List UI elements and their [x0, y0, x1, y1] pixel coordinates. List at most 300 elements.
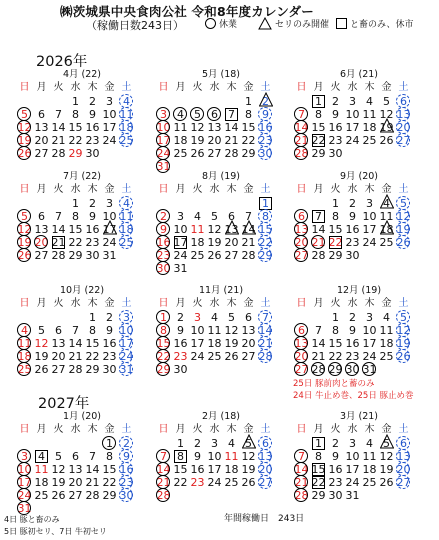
calendar-day: 21 [258, 337, 273, 350]
calendar-day: 22 [328, 350, 343, 363]
calendar-day: 11 [362, 108, 377, 121]
calendar-day: 27 [34, 249, 49, 262]
calendar-day: 18 [119, 223, 134, 236]
calendar-day: 15 [258, 223, 273, 236]
calendar-day: 27 [34, 147, 49, 160]
empty-day [33, 437, 50, 450]
calendar-day: 15 [328, 223, 343, 236]
calendar-day: 6 [38, 108, 45, 121]
calendar-day: 19 [378, 121, 395, 134]
calendar-day: 10 [345, 450, 360, 463]
calendar-day: 20 [207, 134, 222, 147]
weekday-header: 月 [36, 298, 47, 309]
calendar-day: 29 [85, 363, 100, 376]
calendar-day: 1 [310, 437, 327, 450]
weekday-header: 日 [19, 298, 30, 309]
calendar-day: 12 [17, 121, 32, 134]
calendar-day: 18 [379, 337, 394, 350]
legend-auction-only-label: セリのみ開催 [275, 20, 330, 30]
calendar-day: 20 [396, 463, 411, 476]
weekday-header: 土 [260, 82, 271, 93]
calendar-day: 3 [177, 210, 184, 223]
weekday-header: 金 [243, 298, 254, 309]
calendar-day: 7 [55, 210, 62, 223]
calendar-day: 7 [245, 210, 252, 223]
calendar-day: 15 [68, 223, 83, 236]
month-title: 12月 (19) [336, 285, 382, 296]
triangle-icon [259, 92, 273, 107]
weekday-header: 月 [313, 184, 324, 195]
calendar-day: 13 [294, 223, 309, 236]
weekday-header: 土 [260, 184, 271, 195]
weekday-header: 火 [192, 82, 203, 93]
weekday-header: 火 [192, 424, 203, 435]
calendar-day: 19 [51, 476, 66, 489]
calendar-day: 26 [190, 147, 205, 160]
weekday-header: 水 [70, 298, 81, 309]
calendar-day: 19 [224, 337, 239, 350]
weekday-header: 火 [330, 184, 341, 195]
triangle-icon [242, 220, 256, 235]
empty-day [50, 197, 67, 210]
calendar-day: 24 [119, 350, 134, 363]
weekday-header: 水 [347, 298, 358, 309]
calendar-day: 16 [85, 121, 100, 134]
calendar-day: 31 [362, 363, 377, 376]
empty-day [310, 197, 327, 210]
calendar-day: 22 [102, 476, 117, 489]
calendar-day: 14 [51, 121, 66, 134]
month-day-grid [16, 297, 156, 376]
calendar-day: 10 [119, 324, 134, 337]
calendar-day: 16 [345, 337, 360, 350]
calendar-day: 21 [51, 236, 66, 249]
calendar-day: 11 [190, 223, 205, 236]
month-calendar [16, 284, 156, 376]
weekday-header: 土 [260, 298, 271, 309]
calendar-day: 31 [173, 262, 188, 275]
weekday-header: 金 [104, 298, 115, 309]
calendar-day: 15 [311, 121, 326, 134]
calendar-day: 4 [118, 197, 135, 210]
weekday-header: 日 [19, 424, 30, 435]
calendar-day: 12 [224, 324, 239, 337]
calendar-day: 27 [396, 476, 411, 489]
month-title: 2月 (18) [201, 411, 241, 422]
calendar-day: 28 [51, 147, 66, 160]
weekday-header: 水 [70, 184, 81, 195]
calendar-day: 2 [332, 95, 339, 108]
calendar-day: 21 [241, 236, 256, 249]
calendar-day: 18 [378, 223, 395, 236]
calendar-day: 20 [34, 134, 49, 147]
calendar-day: 19 [190, 134, 205, 147]
year-heading-2026: 2026年 [36, 54, 88, 70]
calendar-day: 3 [366, 197, 373, 210]
calendar-day: 6 [228, 210, 235, 223]
calendar-day: 22 [328, 236, 343, 249]
calendar-day: 16 [328, 121, 343, 134]
calendar-day: 27 [207, 147, 222, 160]
calendar-day: 29 [156, 363, 171, 376]
month-day-grid [293, 297, 433, 376]
calendar-day: 1 [101, 437, 118, 450]
month-title: 3月 (21) [339, 411, 379, 422]
calendar-day: 26 [51, 489, 66, 502]
calendar-day: 30 [85, 147, 100, 160]
calendar-day: 25 [224, 476, 239, 489]
calendar-day: 20 [294, 236, 309, 249]
calendar-day: 23 [85, 236, 100, 249]
month-day-grid [293, 423, 433, 502]
calendar-day: 16 [85, 223, 100, 236]
calendar-day: 10 [156, 121, 171, 134]
calendar-day: 12 [34, 337, 49, 350]
calendar-day: 24 [345, 134, 360, 147]
calendar-day: 7 [89, 450, 96, 463]
calendar-day: 11 [17, 337, 32, 350]
triangle-icon [225, 220, 239, 235]
calendar-day: 2 [349, 311, 356, 324]
calendar-day: 29 [68, 147, 83, 160]
calendar-day: 23 [345, 236, 360, 249]
calendar-day: 7 [310, 210, 327, 223]
calendar-day: 6 [245, 311, 252, 324]
calendar-day: 14 [68, 337, 83, 350]
calendar-day: 8 [332, 210, 339, 223]
weekday-header: 金 [381, 82, 392, 93]
calendar-day: 3 [349, 95, 356, 108]
weekday-header: 木 [364, 82, 375, 93]
calendar-day: 7 [155, 450, 172, 463]
legend-auction-only [258, 17, 329, 30]
month-title: 6月 (21) [339, 69, 379, 80]
empty-day [206, 197, 223, 210]
calendar-day: 13 [68, 463, 83, 476]
calendar-day: 13 [258, 450, 273, 463]
calendar-day: 13 [241, 324, 256, 337]
calendar-day: 24 [207, 476, 222, 489]
calendar-day: 2 [349, 197, 356, 210]
month-day-grid [155, 81, 295, 173]
calendar-day: 10 [102, 108, 117, 121]
calendar-day: 16 [119, 463, 134, 476]
weekday-header: 月 [36, 82, 47, 93]
weekday-header: 土 [398, 298, 409, 309]
calendar-day: 17 [173, 236, 188, 249]
calendar-day: 30 [345, 249, 360, 262]
month-title: 8月 (19) [201, 171, 241, 182]
calendar-day: 2 [89, 197, 96, 210]
calendar-day: 5 [240, 437, 257, 450]
calendar-day: 5 [383, 95, 390, 108]
calendar-day: 29 [102, 489, 117, 502]
calendar-day: 24 [345, 476, 360, 489]
calendar-day: 28 [156, 489, 171, 502]
calendar-day: 25 [34, 489, 49, 502]
weekday-header: 金 [243, 184, 254, 195]
calendar-day: 4 [33, 450, 50, 463]
weekday-header: 土 [398, 82, 409, 93]
calendar-day: 23 [258, 134, 273, 147]
calendar-day: 18 [17, 350, 32, 363]
weekday-header: 水 [209, 424, 220, 435]
weekday-header: 土 [121, 424, 132, 435]
calendar-day: 10 [362, 210, 377, 223]
weekday-header: 土 [260, 424, 271, 435]
empty-day [50, 437, 67, 450]
calendar-day: 14 [51, 223, 66, 236]
calendar-day: 24 [102, 236, 117, 249]
calendar-day: 5 [189, 108, 206, 121]
calendar-day: 17 [17, 476, 32, 489]
calendar-day: 15 [328, 337, 343, 350]
calendar-day: 23 [190, 476, 205, 489]
calendar-day: 13 [34, 223, 49, 236]
calendar-day: 12 [379, 108, 394, 121]
calendar-day: 30 [156, 262, 171, 275]
weekday-header: 水 [70, 424, 81, 435]
calendar-day: 16 [190, 463, 205, 476]
calendar-day: 12 [207, 223, 222, 236]
calendar-day: 19 [241, 463, 256, 476]
weekday-header: 金 [104, 184, 115, 195]
calendar-day: 23 [328, 134, 343, 147]
calendar-day: 5 [211, 210, 218, 223]
calendar-day: 3 [155, 108, 172, 121]
calendar-day: 17 [156, 134, 171, 147]
calendar-day: 14 [294, 121, 309, 134]
calendar-day: 15 [85, 337, 100, 350]
month-title: 9月 (20) [339, 171, 379, 182]
weekday-header: 木 [87, 184, 98, 195]
calendar-day: 17 [362, 223, 377, 236]
calendar-day: 18 [173, 134, 188, 147]
empty-day [240, 197, 257, 210]
calendar-day: 25 [362, 134, 377, 147]
empty-day [67, 311, 84, 324]
calendar-day: 25 [190, 249, 205, 262]
month-title: 10月 (22) [59, 285, 105, 296]
calendar-day: 27 [241, 350, 256, 363]
calendar-day: 1 [89, 311, 96, 324]
calendar-day: 5 [378, 437, 395, 450]
calendar-day: 14 [85, 463, 100, 476]
empty-day [67, 437, 84, 450]
calendar-day: 4 [366, 95, 373, 108]
calendar-day: 6 [38, 210, 45, 223]
weekday-header: 木 [87, 298, 98, 309]
weekday-header: 木 [87, 82, 98, 93]
calendar-day: 5 [38, 324, 45, 337]
calendar-day: 23 [119, 476, 134, 489]
calendar-day: 29 [328, 363, 343, 376]
calendar-day: 23 [102, 350, 117, 363]
calendar-day: 10 [345, 108, 360, 121]
month-calendar [155, 68, 295, 173]
calendar-day: 20 [294, 350, 309, 363]
square-icon [336, 18, 347, 29]
weekday-header: 火 [53, 424, 64, 435]
calendar-day: 5 [16, 210, 33, 223]
weekday-header: 月 [36, 184, 47, 195]
weekday-header: 火 [53, 184, 64, 195]
month-day-grid [16, 423, 156, 515]
calendar-day: 9 [106, 324, 113, 337]
calendar-day: 28 [85, 489, 100, 502]
calendar-day: 10 [362, 324, 377, 337]
working-days-subtitle: （稼働日数243日） [86, 19, 184, 32]
weekday-header: 水 [347, 424, 358, 435]
weekday-header: 金 [381, 424, 392, 435]
calendar-day: 1 [177, 437, 184, 450]
calendar-day: 27 [68, 489, 83, 502]
weekday-header: 月 [175, 184, 186, 195]
calendar-day: 26 [207, 249, 222, 262]
calendar-day: 28 [51, 249, 66, 262]
calendar-day: 18 [119, 121, 134, 134]
legend-slaughter-only-label: と畜のみ、休市 [350, 20, 414, 30]
calendar-day: 26 [17, 147, 32, 160]
weekday-header: 火 [330, 424, 341, 435]
calendar-day: 12 [190, 121, 205, 134]
month-calendar [293, 284, 433, 402]
calendar-day: 12 [396, 324, 411, 337]
weekday-header: 日 [296, 82, 307, 93]
weekday-header: 木 [364, 298, 375, 309]
calendar-day: 2 [257, 95, 274, 108]
weekday-header: 日 [158, 82, 169, 93]
calendar-day: 3 [106, 197, 113, 210]
calendar-day: 20 [258, 463, 273, 476]
calendar-day: 11 [173, 121, 188, 134]
calendar-day: 14 [224, 121, 239, 134]
calendar-day: 31 [119, 363, 134, 376]
calendar-day: 21 [224, 134, 239, 147]
calendar-day: 6 [72, 450, 79, 463]
calendar-day: 21 [68, 350, 83, 363]
triangle-icon [380, 118, 394, 133]
weekday-header: 金 [381, 184, 392, 195]
weekday-header: 水 [347, 184, 358, 195]
calendar-day: 18 [34, 476, 49, 489]
weekday-header: 木 [226, 82, 237, 93]
weekday-header: 日 [296, 424, 307, 435]
calendar-day: 2 [177, 311, 184, 324]
month-calendar [155, 284, 295, 376]
footer-note-1: 4日 豚と畜のみ [4, 515, 60, 524]
calendar-day: 22 [156, 350, 171, 363]
calendar-day: 24 [156, 147, 171, 160]
calendar-day: 27 [396, 134, 411, 147]
calendar-day: 1 [245, 95, 252, 108]
calendar-day: 8 [155, 324, 172, 337]
calendar-day: 8 [245, 108, 252, 121]
calendar-day: 4 [16, 324, 33, 337]
calendar-day: 9 [155, 223, 172, 236]
calendar-day: 25 [17, 363, 32, 376]
calendar-day: 7 [293, 450, 310, 463]
weekday-header: 火 [192, 298, 203, 309]
calendar-day: 14 [294, 463, 309, 476]
calendar-day: 16 [102, 337, 117, 350]
empty-day [33, 311, 50, 324]
calendar-day: 25 [173, 147, 188, 160]
calendar-day: 15 [68, 121, 83, 134]
calendar-day: 21 [311, 350, 326, 363]
month-day-grid [155, 423, 295, 502]
calendar-day: 18 [190, 236, 205, 249]
weekday-header: 木 [226, 424, 237, 435]
calendar-day: 1 [72, 197, 79, 210]
calendar-day: 8 [315, 450, 322, 463]
month-title: 11月 (21) [198, 285, 244, 296]
weekday-header: 木 [364, 424, 375, 435]
calendar-day: 20 [224, 236, 239, 249]
calendar-day: 17 [362, 337, 377, 350]
calendar-day: 6 [55, 324, 62, 337]
calendar-day: 11 [379, 324, 394, 337]
calendar-day: 22 [173, 476, 188, 489]
calendar-day: 17 [345, 463, 360, 476]
calendar-day: 17 [119, 337, 134, 350]
calendar-day: 16 [345, 223, 360, 236]
year-heading-2027: 2027年 [38, 396, 90, 412]
weekday-header: 月 [175, 82, 186, 93]
calendar-day: 8 [89, 324, 96, 337]
calendar-day: 5 [55, 450, 62, 463]
calendar-day: 17 [207, 463, 222, 476]
calendar-day: 28 [294, 489, 309, 502]
calendar-day: 29 [241, 147, 256, 160]
weekday-header: 火 [192, 184, 203, 195]
calendar-day: 11 [119, 210, 134, 223]
calendar-day: 20 [396, 121, 411, 134]
month-note: 25日 豚前肉と蓄のみ [293, 379, 375, 389]
weekday-header: 月 [175, 298, 186, 309]
month-calendar [16, 68, 156, 160]
weekday-header: 土 [121, 82, 132, 93]
calendar-day: 14 [156, 463, 171, 476]
calendar-day: 1 [332, 311, 339, 324]
calendar-day: 9 [194, 450, 201, 463]
calendar-day: 28 [311, 363, 326, 376]
calendar-day: 6 [395, 95, 412, 108]
weekday-header: 日 [19, 184, 30, 195]
calendar-day: 6 [395, 437, 412, 450]
calendar-day: 9 [177, 324, 184, 337]
calendar-day: 12 [51, 463, 66, 476]
calendar-day: 13 [51, 337, 66, 350]
calendar-day: 25 [362, 476, 377, 489]
calendar-day: 23 [156, 249, 171, 262]
calendar-day: 8 [72, 108, 79, 121]
calendar-day: 16 [328, 463, 343, 476]
month-day-grid [293, 183, 433, 262]
calendar-day: 8 [72, 210, 79, 223]
weekday-header: 月 [313, 298, 324, 309]
calendar-day: 18 [362, 121, 377, 134]
weekday-header: 金 [104, 424, 115, 435]
calendar-day: 3 [118, 311, 135, 324]
calendar-day: 22 [258, 236, 273, 249]
empty-day [172, 197, 189, 210]
calendar-day: 2 [194, 437, 201, 450]
month-note: 24日 牛止め巻、25日 豚止め巻 [293, 391, 414, 401]
calendar-day: 14 [311, 337, 326, 350]
calendar-day: 8 [315, 108, 322, 121]
calendar-day: 20 [68, 476, 83, 489]
